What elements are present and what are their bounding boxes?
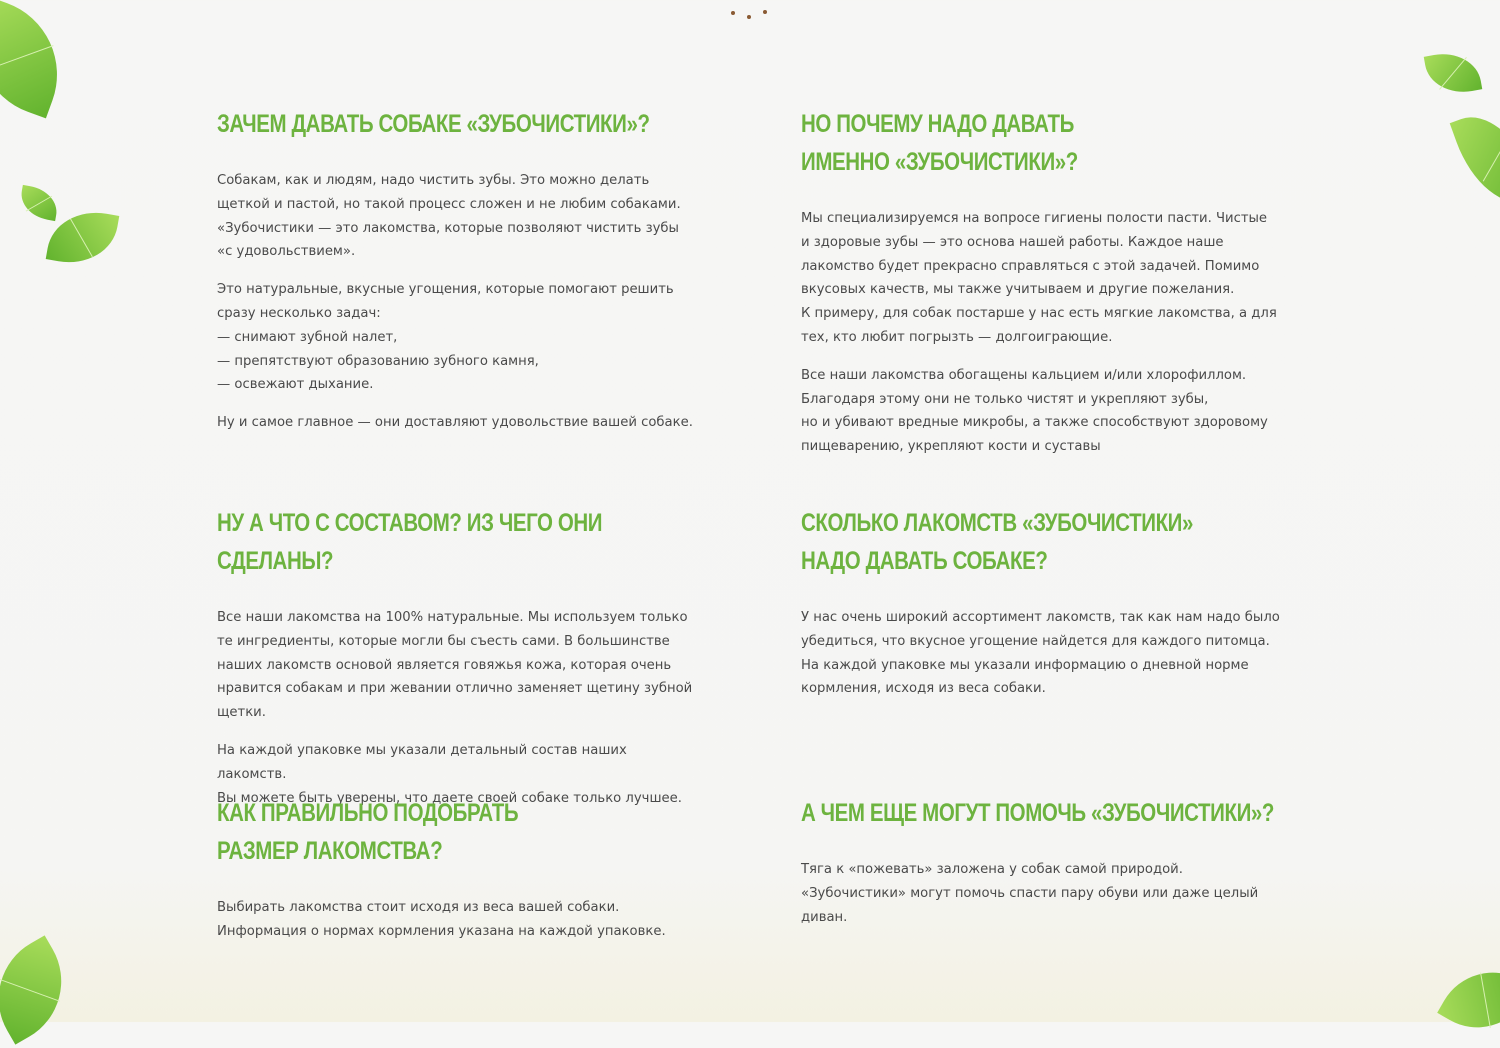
paragraph: Собакам, как и людям, надо чистить зубы. Это можно делать щеткой и пастой, но такой процесс сложен и не любим собаками. «Зубочистики — это лакомства, которые позволяют чистить зубы «с удовольствием». [217,173,681,260]
faq-section-why [217,105,697,449]
faq-section-how-many [801,504,1291,715]
section-title: НО ПОЧЕМУ НАДО ДАВАТЬ ИМЕННО «ЗУБОЧИСТИКИ»? [801,110,1078,176]
section-title: КАК ПРАВИЛЬНО ПОДОБРАТЬ РАЗМЕР ЛАКОМСТВА? [217,799,519,865]
leaf-icon [1424,48,1483,98]
section-title: НУ А ЧТО С СОСТАВОМ? ИЗ ЧЕГО ОНИ СДЕЛАНЫ? [217,509,603,575]
paragraph: Выбирать лакомства стоит исходя из веса вашей собаки. Информация о нормах кормления указана на каждой упаковке. [217,900,666,939]
section-title: А ЧЕМ ЕЩЕ МОГУТ ПОМОЧЬ «ЗУБОЧИСТИКИ»? [801,799,1275,827]
faq-section-why-zubochistiki [801,105,1291,457]
paragraph: Все наши лакомства обогащены кальцием и/или хлорофиллом. Благодаря этому они не только чистят и укрепляют зубы, но и убивают вредные микробы, а также способствуют здоровому пищеварению, укрепляют кости и суставы [801,367,1268,455]
faq-section-size [217,794,697,958]
paragraph: Это натуральные, вкусные угощения, которые помогают решить сразу несколько задач: — снимают зубной налет, — препятствуют образованию зубного камня, — освежают дыхание. [217,282,674,393]
paragraph: Мы специализируемся на вопросе гигиены полости пасти. Чистые и здоровые зубы — это основа нашей работы. Каждое наше лакомство будет прекрасно справляться с этой задачей. Помимо вкусовых качеств, мы также учитываем и другие пожелания. К примеру, для собак постарше у нас есть мягкие лакомства, а для тех, кто любит погрызть — долгоиграющие. [801,211,1277,345]
decorative-dots [731,9,771,19]
leaf-icon [1437,952,1500,1048]
leaf-icon [0,935,85,1044]
paragraph: Тяга к «пожевать» заложена у собак самой природой. «Зубочистики» могут помочь спасти пару обуви или даже целый диван. [801,862,1259,925]
paragraph: Ну и самое главное — они доставляют удовольствие вашей собаке. [217,415,693,431]
leaf-icon [0,0,78,118]
leaf-icon [18,185,61,221]
paragraph: Все наши лакомства на 100% натуральные. Мы используем только те ингредиенты, которые могли бы съесть сами. В большинстве наших лакомств основой является говяжья кожа, которая очень нравится собакам и при жевании отлично заменяет щетину зубной щетки. [217,610,693,721]
leaf-icon [46,205,120,270]
paragraph: У нас очень широкий ассортимент лакомств, так как нам надо было убедиться, что вкусное угощение найдется для каждого питомца. На каждой упаковке мы указали информацию о дневной норме кормления, исходя из веса собаки. [801,610,1280,697]
section-title: СКОЛЬКО ЛАКОМСТВ «ЗУБОЧИСТИКИ» НАДО ДАВАТЬ СОБАКЕ? [801,509,1193,575]
faq-section-other-help [801,794,1291,943]
section-title: ЗАЧЕМ ДАВАТЬ СОБАКЕ «ЗУБОЧИСТИКИ»? [217,110,650,138]
leaf-icon [1450,103,1500,217]
faq-section-composition [217,504,697,824]
paragraph: На каждой упаковке мы указали детальный состав наших лакомств. Вы можете быть уверены, что даете своей собаке только лучшее. [217,742,682,806]
